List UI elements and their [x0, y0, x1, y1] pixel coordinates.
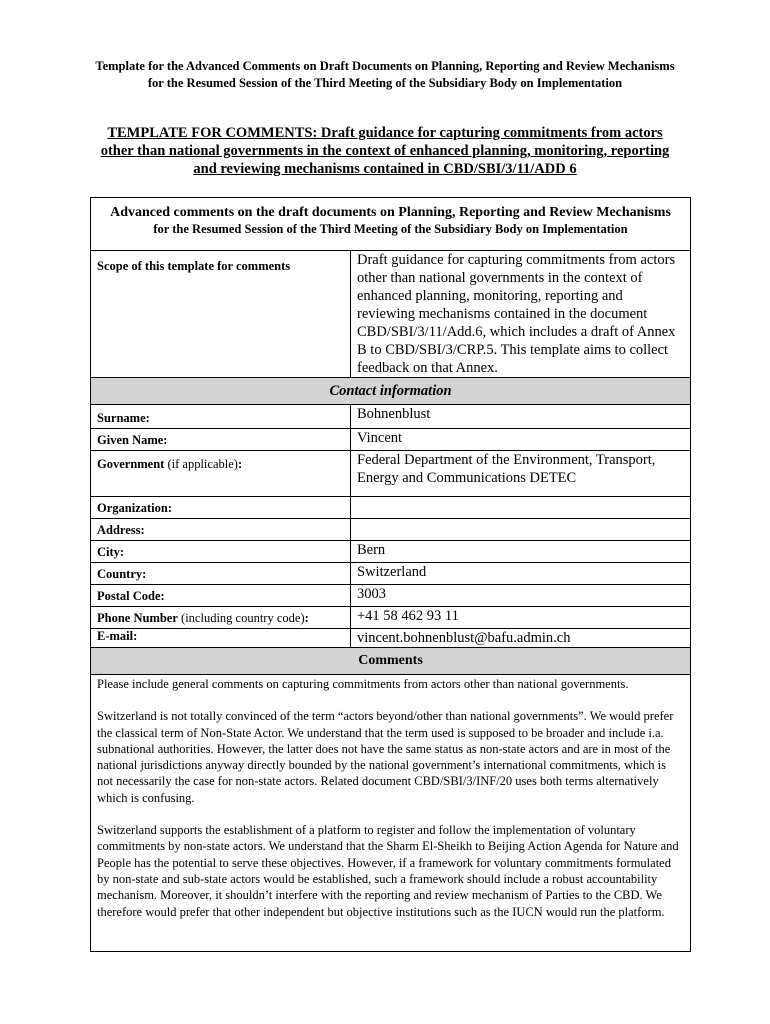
country-label: Country: [91, 563, 351, 585]
given-name-field[interactable]: Vincent [351, 429, 691, 451]
government-label-text: Government [97, 457, 165, 471]
address-field[interactable] [351, 519, 691, 541]
postal-code-label: Postal Code: [91, 585, 351, 607]
city-field[interactable]: Bern [351, 541, 691, 563]
form-heading-line1: Advanced comments on the draft documents on Planning, Reporting and Review Mechanisms [110, 205, 671, 220]
comment-paragraph-instructions: Please include general comments on capturing commitments from actors other than national governments. [97, 677, 629, 691]
template-title: TEMPLATE FOR COMMENTS: Draft guidance for capturing commitments from actors other than national governments in the context of enhanced planning, monitoring, reporting and reviewing mechanisms contained in CBD/SBI/3/11/ADD 6 [100, 125, 670, 177]
scope-row [91, 251, 691, 378]
comments-row [91, 675, 691, 952]
email-label: E-mail: [91, 629, 351, 648]
surname-field[interactable]: Bohnenblust [351, 405, 691, 429]
comments-section-row [91, 648, 691, 675]
phone-label-note: (including country code) [177, 611, 305, 625]
government-row [91, 451, 691, 497]
form-heading-line2: for the Resumed Session of the Third Meeting of the Subsidiary Body on Implementation [153, 222, 628, 236]
surname-label: Surname: [91, 405, 351, 429]
form-heading [91, 198, 691, 251]
comment-form-table [90, 197, 691, 952]
postal-code-row [91, 585, 691, 607]
phone-row [91, 607, 691, 629]
comment-paragraph: Switzerland supports the establishment of a platform to register and follow the implementation of voluntary commitments by non-state actors. We understand that the Sharm El-Sheikh to Beijing Action Agenda for Nature and People has the potential to serve these objectives. However, if a framework for voluntary commitments formulated by non-state and sub-state actors would be established, such a framework should include a robust accountability mechanism. Moreover, it shouldn’t interfere with the reporting and review mechanism of Parties to the CBD. We therefore would prefer that other independent but objective institutions such as the IUCN would run the platform. [97, 823, 679, 919]
organization-row [91, 497, 691, 519]
email-field[interactable]: vincent.bohnenblust@bafu.admin.ch [351, 629, 691, 648]
organization-field[interactable] [351, 497, 691, 519]
country-row [91, 563, 691, 585]
phone-field[interactable]: +41 58 462 93 11 [351, 607, 691, 629]
comments-section-title: Comments [91, 648, 691, 675]
postal-code-field[interactable]: 3003 [351, 585, 691, 607]
form-heading-row [91, 198, 691, 251]
surname-row [91, 405, 691, 429]
scope-value[interactable]: Draft guidance for capturing commitments from actors other than national governments in the context of enhanced planning, monitoring, reporting and reviewing mechanisms contained in the document CBD/SBI/3/11/Add.6, which includes a draft of Annex B to CBD/SBI/3/CRP.5. This template aims to collect feedback on that Annex. [351, 251, 691, 378]
given-name-label: Given Name: [91, 429, 351, 451]
comment-paragraph: Switzerland is not totally convinced of the term “actors beyond/other than national governments”. We would prefer the classical term of Non-State Actor. We understand that the term used is supposed to be broader and include i.a. subnational authorities. However, the latter does not have the same status as non-state actors and are in most of the national jurisdictions anyway directly bounded by the national government’s international commitments, which is not necessarily the case for non-state actors. Related document CBD/SBI/3/INF/20 uses both terms alternatively which is confusing. [97, 709, 674, 805]
address-label: Address: [91, 519, 351, 541]
phone-label-colon: : [304, 611, 309, 625]
email-row [91, 629, 691, 648]
organization-label: Organization: [91, 497, 351, 519]
government-label-colon: : [237, 457, 243, 471]
government-label-note: (if applicable) [164, 457, 238, 471]
contact-section-title: Contact information [91, 378, 691, 405]
city-row [91, 541, 691, 563]
address-row [91, 519, 691, 541]
document-header: Template for the Advanced Comments on Draft Documents on Planning, Reporting and Review Mechanisms for the Resumed Session of the Third Meeting of the Subsidiary Body on Implementation [95, 59, 675, 90]
scope-label: Scope of this template for comments [91, 251, 351, 378]
government-label [91, 451, 351, 497]
contact-section-row [91, 378, 691, 405]
phone-label-text: Phone Number [97, 611, 178, 625]
government-field[interactable]: Federal Department of the Environment, Transport, Energy and Communications DETEC [351, 451, 691, 497]
phone-label [91, 607, 351, 629]
given-name-row [91, 429, 691, 451]
city-label: City: [91, 541, 351, 563]
country-field[interactable]: Switzerland [351, 563, 691, 585]
comments-field[interactable] [91, 675, 691, 952]
